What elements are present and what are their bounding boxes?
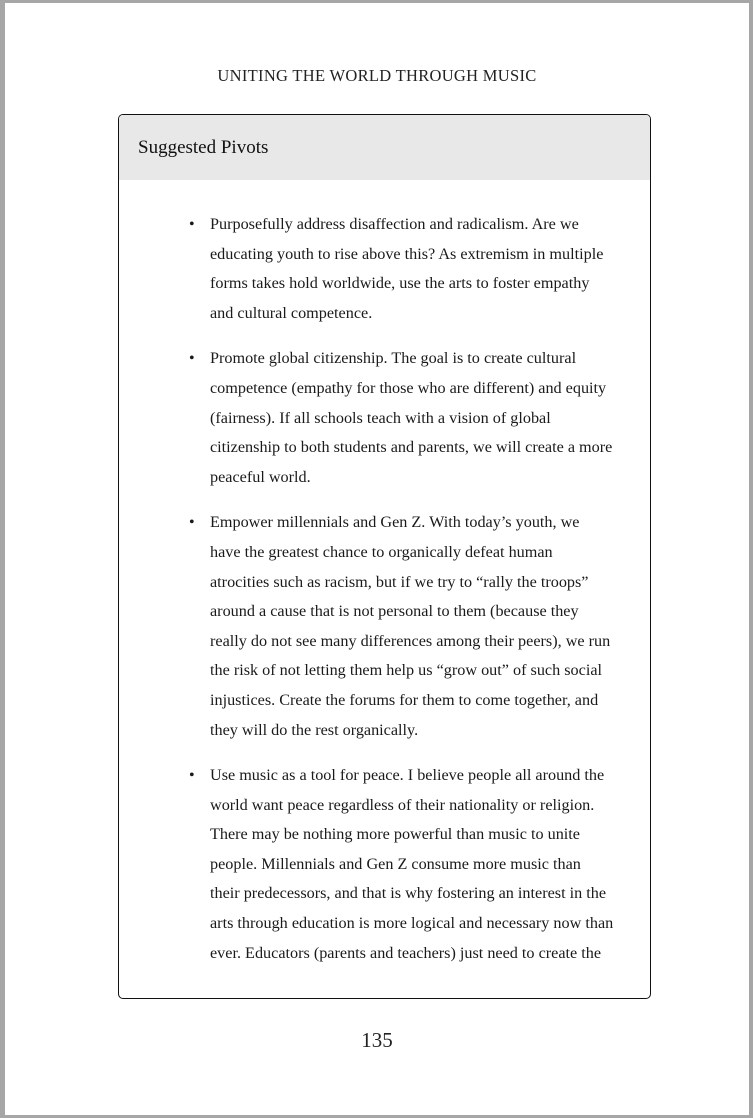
pivot-text: Purposefully address disaffection and radicalism. Are we educating youth to rise above this? As extremism in multiple forms takes hold worldwide, use the arts to foster empathy and cultural competence. [210, 215, 604, 322]
pivot-item-4 [186, 761, 614, 968]
bullet-icon: • [189, 514, 195, 532]
document-page [5, 3, 749, 1115]
bullet-icon: • [189, 767, 195, 785]
pivot-list [186, 210, 614, 984]
pivot-item-2 [186, 344, 614, 492]
pivot-text: Empower millennials and Gen Z. With today’s youth, we have the greatest chance to organically defeat human atrocities such as racism, but if we try to “rally the troops” around a cause that is not personal to them (because they really do not see many differences among their peers), we run the risk of not letting them help us “grow out” of such social injustices. Create the forums for them to come together, and they will do the rest organically. [210, 513, 611, 739]
pivot-item-1 [186, 210, 614, 328]
bullet-icon: • [189, 350, 195, 368]
box-title: Suggested Pivots [138, 136, 269, 158]
box-header [119, 115, 650, 180]
bullet-icon: • [189, 216, 195, 233]
pivot-text: Use music as a tool for peace. I believe people all around the world want peace regardless of their nationality or religion. There may be nothing more powerful than music to unite people. Millennials and Gen Z consume more music than their predecessors, and that is why fostering an interest in the arts through education is more logical and necessary now than ever. Educators (parents and teachers) just need to create the [210, 766, 614, 962]
pivot-item-3 [186, 508, 614, 745]
pivot-text: Promote global citizenship. The goal is to create cultural competence (empathy for those who are different) and equity (fairness). If all schools teach with a vision of global citizenship to both students and parents, we will create a more peaceful world. [210, 349, 613, 486]
suggested-pivots-box [118, 114, 651, 999]
running-head: UNITING THE WORLD THROUGH MUSIC [217, 66, 537, 85]
page-number: 135 [361, 1028, 393, 1052]
